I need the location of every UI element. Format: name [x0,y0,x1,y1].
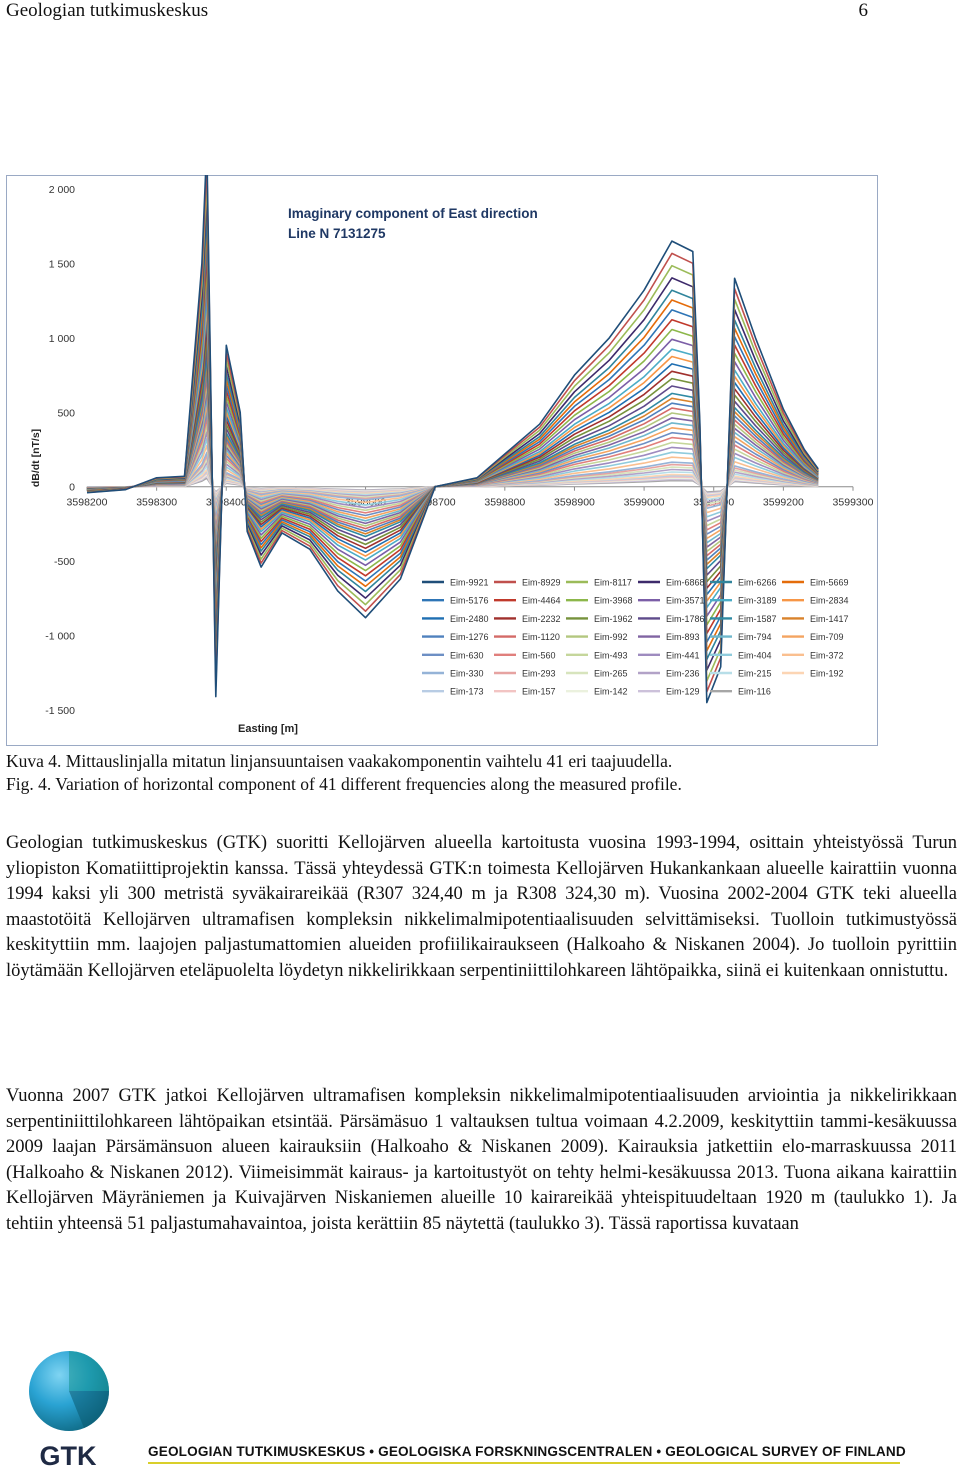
legend-entry: Eim-1276 [450,632,489,643]
y-tick-label: 1 500 [48,258,75,271]
legend-entry: Eim-6266 [738,577,777,588]
y-axis-label: dB/dt [nT/s] [30,428,42,488]
legend-entry: Eim-293 [522,668,556,679]
x-tick-label: 3598800 [484,496,526,509]
legend-entry: Eim-6868 [666,577,705,588]
legend-entry: Eim-215 [738,668,772,679]
legend-entry: Eim-3968 [594,595,633,606]
footer-rule [148,1462,900,1464]
x-tick-label: 3598600 [345,496,386,509]
y-tick-label: -1 500 [45,705,75,717]
legend-entry: Eim-8929 [522,577,561,588]
y-tick-label: 500 [57,407,75,420]
caption-en: Fig. 4. Variation of horizontal component of 41 different frequencies along the measured profile. [6,774,682,794]
legend-entry: Eim-157 [522,686,556,697]
page-number: 6 [858,0,868,21]
legend-entry: Eim-1962 [594,613,633,624]
y-tick-label: 0 [69,481,75,494]
chart-title: Imaginary component of East direction [288,206,538,221]
legend-entry: Eim-2834 [810,595,849,606]
chart-subtitle: Line N 7131275 [288,226,386,241]
legend-entry: Eim-129 [666,686,700,697]
legend-entry: Eim-116 [738,686,771,697]
legend-entry: Eim-893 [666,632,700,643]
legend-entry: Eim-404 [738,650,772,661]
paragraph-1: Geologian tutkimuskeskus (GTK) suoritti Kellojärven alueella kartoitusta vuosina 1993-1994, osittain yhteistyössä Turun yliopiston Komatiittiprojektin kanssa. Tässä yhteydessä GTK:n toimesta Kellojärven Hukankankaan alueelle kairattiin vuonna 1994 kaksi yli 300 metristä syväkairareikää (R307 324,40 m ja R308 324,30 m). Vuosina 2002-2004 GTK teki alueella maastotöitä Kellojärven ultramafisen kompleksin nikkelimalmipotentiaalisuuden selvittämiseksi. Tuolloin tutkimustyössä keskityttiin mm. laajojen paljastumattomien alueiden profiilikairaukseen (Halkoaho & Niskanen 2004). Jo tuolloin pyrittiin löytämään Kellojärven eteläpuolelta löydetyn nikkelirikkaan serpentiniittilohkareen lähtöpaikka, siinä ei kuitenkaan onnistuttu. [6,833,957,981]
y-tick-label: -1 000 [45,630,75,643]
logo-text: GTK [39,1441,97,1467]
page-header [6,0,868,24]
legend-entry: Eim-142 [594,686,628,697]
legend-entry: Eim-173 [450,686,484,697]
legend-entry: Eim-3189 [738,595,777,606]
x-tick-label: 3599200 [762,496,804,509]
legend-entry: Eim-493 [594,650,628,661]
x-tick-label: 3599000 [623,496,665,509]
x-tick-label: 3598500 [275,496,317,509]
footer-organisations: GEOLOGIAN TUTKIMUSKESKUS • GEOLOGISKA FORSKNINGSCENTRALEN • GEOLOGICAL SURVEY OF FINLAND [148,1444,906,1459]
legend-entry: Eim-992 [594,632,628,643]
gtk-logo [24,1349,114,1467]
legend-entry: Eim-3571 [666,595,705,606]
x-tick-label: 3598400 [205,496,247,509]
y-tick-label: 2 000 [48,184,75,196]
legend-entry: Eim-1587 [738,613,777,624]
y-tick-label: 1 000 [48,332,75,345]
legend-entry: Eim-630 [450,650,484,661]
x-axis-label: Easting [m] [238,723,298,735]
legend-entry: Eim-5669 [810,577,849,588]
legend-entry: Eim-560 [522,650,556,661]
legend-entry: Eim-192 [810,668,844,679]
legend-entry: Eim-441 [666,650,700,661]
paragraph-2: Vuonna 2007 GTK jatkoi Kellojärven ultramafisen kompleksin nikkelimalmipotentiaalisuuden arviointia ja nikkelirikkaan serpentiniittilohkareen lähtöpaikan etsintää. Pärsämäsuo 1 valtauksen tultua voimaan 4.2.2009, keskityttiin tammi-kesäkuussa 2009 laajan Pärsämänsuon alueen kairauksiin (Halkoaho & Niskanen 2009). Kairauksia jatkettiin elo-marraskuussa 2011 (Halkoaho & Niskanen 2012). Viimeisimmät kairaus- ja kartoitustyöt on tehty helmi-kesäkuussa 2013. Tuona aikana kairattiin Kellojärven Mäyräniemen ja Kuivajärven Niskaniemen alueille 10 kairareikää yhteispituudeltaan 1920 m (taulukko 1). Ja tehtiin yhteensä 51 paljastumahavaintoa, joista kerättiin 85 näytettä (taulukko 3). Tässä raportissa kuvataan [6,1086,957,1234]
header-org: Geologian tutkimuskeskus [6,0,209,21]
legend-entry: Eim-236 [666,668,700,679]
legend-entry: Eim-2480 [450,613,489,624]
legend-entry: Eim-8117 [594,577,632,588]
legend-entry: Eim-1417 [810,613,849,624]
legend-entry: Eim-794 [738,632,772,643]
x-tick-label: 3598200 [66,496,108,509]
legend-entry: Eim-2232 [522,613,561,624]
legend-entry: Eim-372 [810,650,844,661]
legend-entry: Eim-1120 [522,632,560,643]
legend-entry: Eim-5176 [450,595,489,606]
legend-entry: Eim-4464 [522,595,561,606]
legend-entry: Eim-709 [810,632,844,643]
x-tick-label: 3598900 [554,496,595,509]
x-tick-label: 3598700 [414,496,456,509]
legend-entry: Eim-1786 [666,613,705,624]
legend-entry: Eim-265 [594,668,628,679]
caption-fi: Kuva 4. Mittauslinjalla mitatun linjansuuntaisen vaakakomponentin vaihtelu 41 eri taajuudella. [6,751,673,771]
legend-entry: Eim-330 [450,668,484,679]
x-tick-label: 3598300 [136,496,178,509]
y-tick-label: -500 [53,556,75,569]
x-tick-label: 3599100 [693,496,735,509]
x-tick-label: 3599300 [832,496,874,509]
legend-entry: Eim-9921 [450,577,489,588]
chart [6,175,878,746]
